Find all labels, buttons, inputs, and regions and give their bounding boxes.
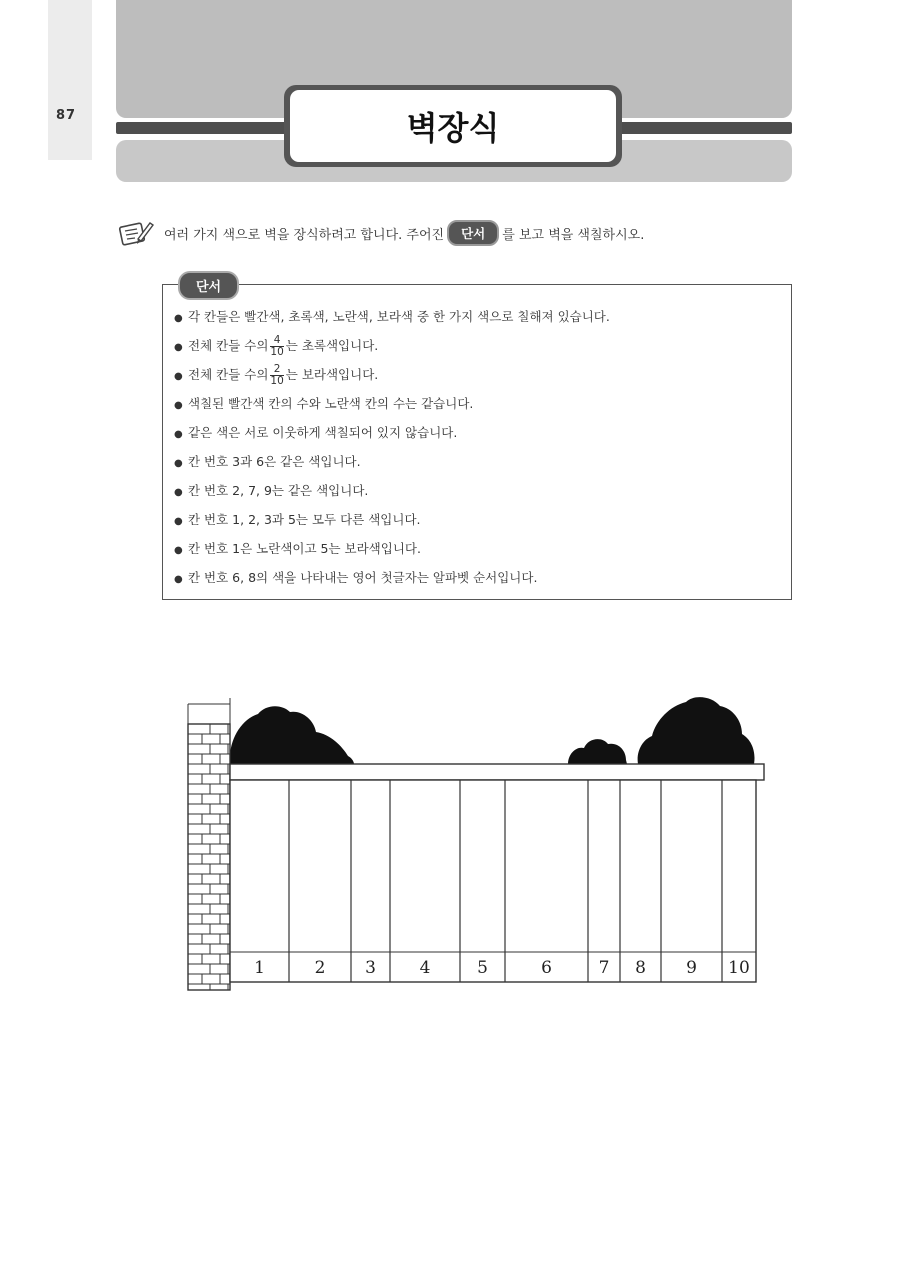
bush-left [230, 706, 354, 764]
clue-badge: 단서 [178, 271, 239, 300]
wall-panel-number-7: 7 [598, 958, 610, 978]
clue-item: ● 같은 색은 서로 이웃하게 색칠되어 있지 않습니다. [174, 425, 458, 440]
clue-item: ● 칸 번호 2, 7, 9는 같은 색입니다. [174, 483, 369, 498]
clue-item: ● 색칠된 빨간색 칸의 수와 노란색 칸의 수는 같습니다. [174, 396, 474, 411]
title-frame [284, 85, 622, 167]
clue-item: ● 칸 번호 1은 노란색이고 5는 보라색입니다. [174, 541, 421, 556]
bush-right-large [638, 697, 755, 764]
instruction [118, 216, 798, 250]
page-number: 87 [56, 108, 77, 123]
wall-panel-number-3: 3 [365, 958, 376, 978]
clue-item: ● 전체 칸들 수의 $\frac{4}{10}$ 는 초록색입니다. [174, 334, 379, 358]
wall-illustration [180, 690, 770, 995]
clue-item: ● 칸 번호 3과 6은 같은 색입니다. [174, 454, 361, 469]
clue-item: ● 칸 번호 1, 2, 3과 5는 모두 다른 색입니다. [174, 512, 421, 527]
bush-right-small [568, 739, 627, 764]
page-title: 벽장식 [290, 90, 616, 162]
clue-item: ● 각 칸들은 빨간색, 초록색, 노란색, 보라색 중 한 가지 색으로 칠해져 있습니다. [174, 309, 610, 324]
wall-panel-number-8: 8 [635, 958, 646, 978]
clue-item: ● 전체 칸들 수의 $\frac{2}{10}$ 는 보라색입니다. [174, 363, 379, 387]
fraction: $\frac{4}{10}$ [270, 334, 284, 358]
wall-panel-number-10: 10 [728, 958, 750, 978]
clue-item: ● 칸 번호 6, 8의 색을 나타내는 영어 첫글자는 알파벳 순서입니다. [174, 570, 538, 585]
instruction-text-start: 여러 가지 색으로 벽을 장식하려고 합니다. 주어진 [164, 227, 445, 243]
wall-cap [230, 764, 764, 780]
instruction-text-end: 를 보고 벽을 색칠하시오. [502, 227, 645, 243]
clue-list [174, 302, 774, 592]
wall-panel-number-4: 4 [419, 958, 431, 978]
fraction: $\frac{2}{10}$ [270, 363, 284, 387]
wall-panel-number-6: 6 [541, 958, 552, 978]
brick-pillar [188, 698, 230, 990]
page-tab-strip [48, 0, 92, 160]
wall-panel-number-9: 9 [686, 958, 697, 978]
wall-panel-number-5: 5 [477, 958, 488, 978]
hint-badge: 단서 [447, 220, 499, 246]
pencil-note-icon [118, 219, 154, 247]
wall-panel-number-2: 2 [314, 958, 326, 978]
wall-panel-number-1: 1 [254, 958, 265, 978]
